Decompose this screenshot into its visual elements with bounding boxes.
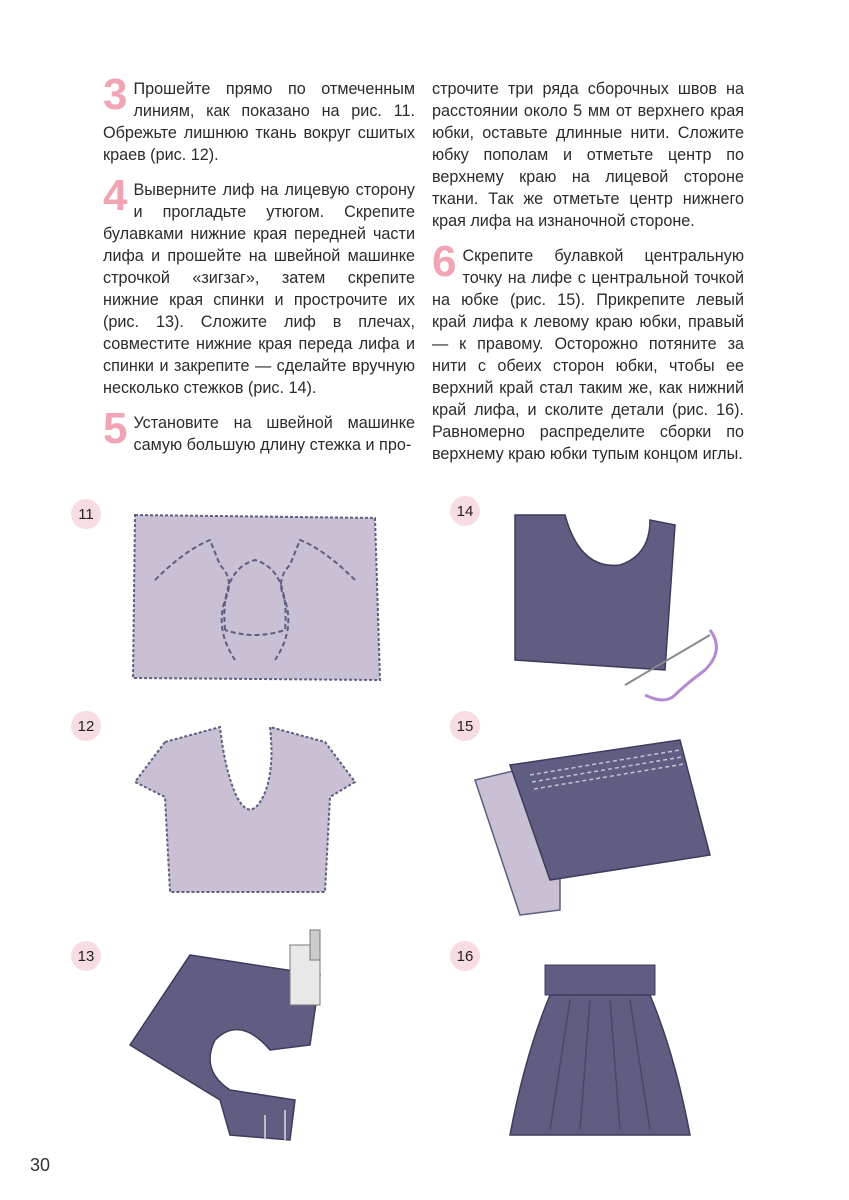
text-column-left (103, 70, 415, 469)
figure-14-badge: 14 (450, 496, 480, 526)
figure-14-illustration (505, 510, 725, 710)
figure-16-badge: 16 (450, 941, 480, 971)
step-4-text: Выверните лиф на лицевую сторону и прогладьте утюгом. Скрепите булавками нижние края передней части лифа и прошейте на швейной машинке строчкой «зигзаг», затем скрепите нижние края спинки и прострочите их (рис. 13). Сложите лиф в плечах, совместите нижние края переда лифа и спинки и закрепите — сделайте вручную несколько стежков (рис. 14). (103, 181, 415, 397)
figure-12-illustration (125, 712, 365, 912)
text-column-right (432, 78, 744, 478)
figure-16-illustration (490, 945, 710, 1145)
figure-13-illustration (120, 925, 360, 1150)
figure-13-badge: 13 (71, 941, 101, 971)
step-5-text: Установите на швейной машинке самую большую длину стежка и про- (133, 414, 415, 454)
step-6 (432, 237, 744, 465)
page-number: 30 (30, 1155, 51, 1175)
figure-15-badge: 15 (450, 711, 480, 741)
figure-11-badge: 11 (71, 499, 101, 529)
step-3-text: Прошейте прямо по отмеченным линиям, как показано на рис. 11. Обрежьте лишнюю ткань вокруг сшитых краев (рис. 12). (103, 80, 415, 164)
step-4 (103, 171, 415, 399)
step-6-text: Скрепите булавкой центральную точку на лифе с центральной точкой на юбке (рис. 15). Прикрепите левый край лифа к левому краю юбки, правый — к правому. Осторожно потяните за нити с обеих сторон юбки, чтобы ее верхний край стал таким же, как нижний край лифа, и сколите детали (рис. 16). Равномерно распределите сборки по верхнему краю юбки тупым концом иглы. (432, 247, 744, 463)
figure-12-badge: 12 (71, 711, 101, 741)
figure-15-illustration (470, 720, 720, 920)
step-5 (103, 404, 415, 456)
step-5-continued: строчите три ряда сборочных швов на расстоянии около 5 мм от верхнего края юбки, оставьте длинные нити. Сложите юбку пополам и отметьте центр по верхнему краю на лицевой стороне ткани. Так же отметьте центр нижнего края лифа на изнаночной стороне. (432, 80, 744, 230)
step-4-number: 4 (103, 171, 128, 220)
step-3 (103, 70, 415, 166)
figure-11-illustration (125, 510, 385, 690)
step-5-number: 5 (103, 404, 128, 453)
step-3-number: 3 (103, 70, 128, 119)
step-6-number: 6 (432, 237, 457, 286)
